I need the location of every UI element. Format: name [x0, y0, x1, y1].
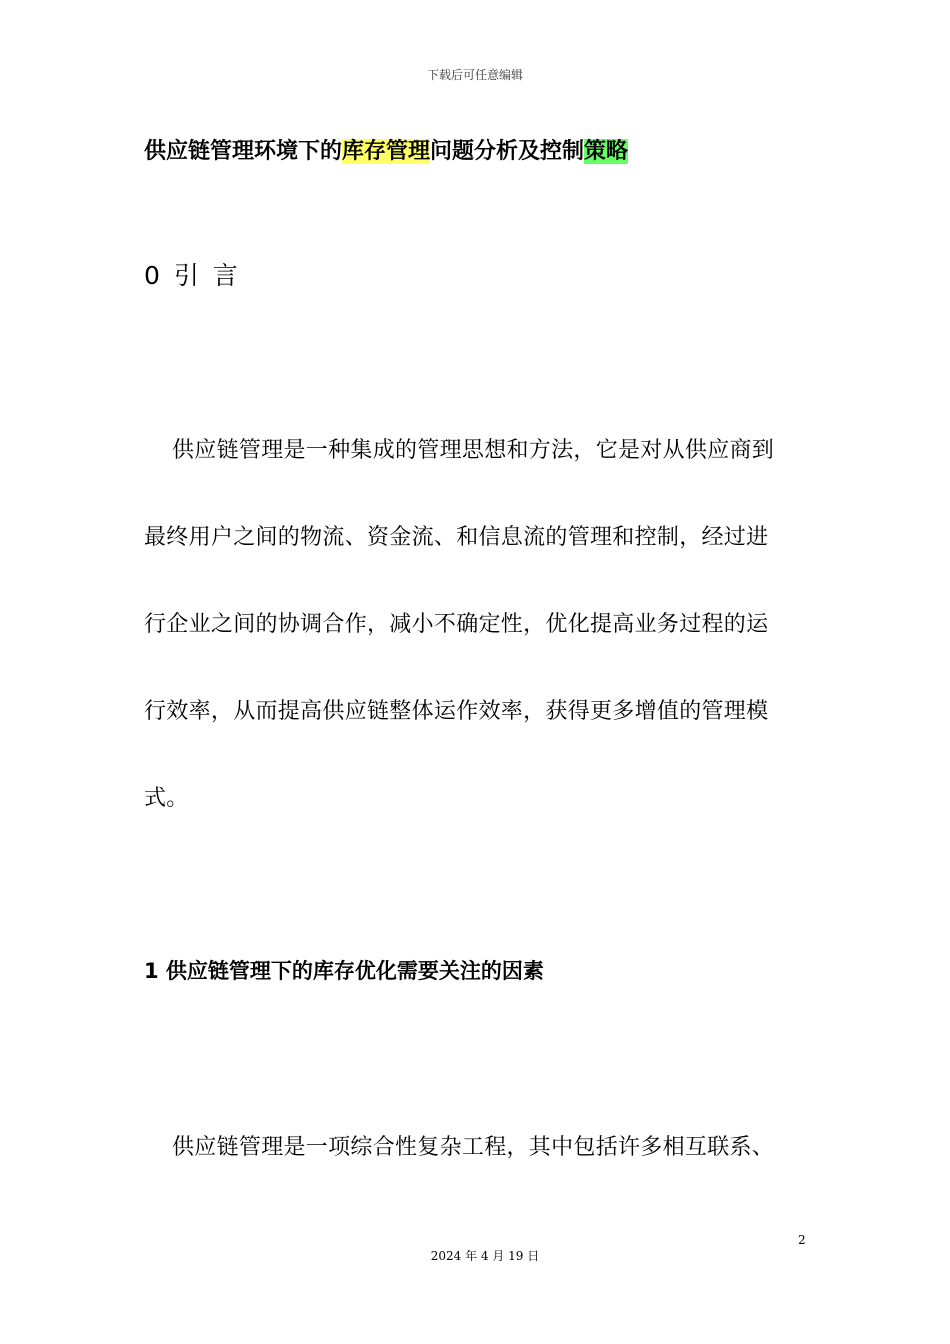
- document-title: [144, 134, 628, 165]
- page-header: 下载后可任意编辑: [426, 68, 523, 82]
- title-part-1: 供应链管理环境下的: [144, 139, 343, 164]
- intro-paragraph-line: 最终用户之间的物流、资金流、和信息流的管理和控制，经过进: [144, 525, 769, 550]
- intro-paragraph-line: 行企业之间的协调合作，减小不确定性，优化提高业务过程的运: [144, 612, 769, 637]
- page-number: 2: [798, 1233, 806, 1247]
- intro-heading: 0 引 言: [144, 261, 241, 290]
- intro-paragraph-line: 供应链管理是一种集成的管理思想和方法，它是对从供应商到: [172, 438, 775, 463]
- page-footer-date: 2024 年 4 月 19 日: [430, 1249, 540, 1263]
- title-highlight-green: 策略: [584, 139, 629, 164]
- title-part-2: 问题分析及控制: [430, 139, 585, 164]
- intro-paragraph-line: 行效率，从而提高供应链整体运作效率，获得更多增值的管理模: [144, 699, 769, 724]
- section-1-paragraph-line: 供应链管理是一项综合性复杂工程，其中包括许多相互联系、: [172, 1135, 775, 1160]
- intro-paragraph-line: 式。: [144, 786, 189, 811]
- section-1-heading: 1 供应链管理下的库存优化需要关注的因素: [144, 959, 544, 983]
- title-highlight-yellow: 库存管理: [342, 139, 431, 164]
